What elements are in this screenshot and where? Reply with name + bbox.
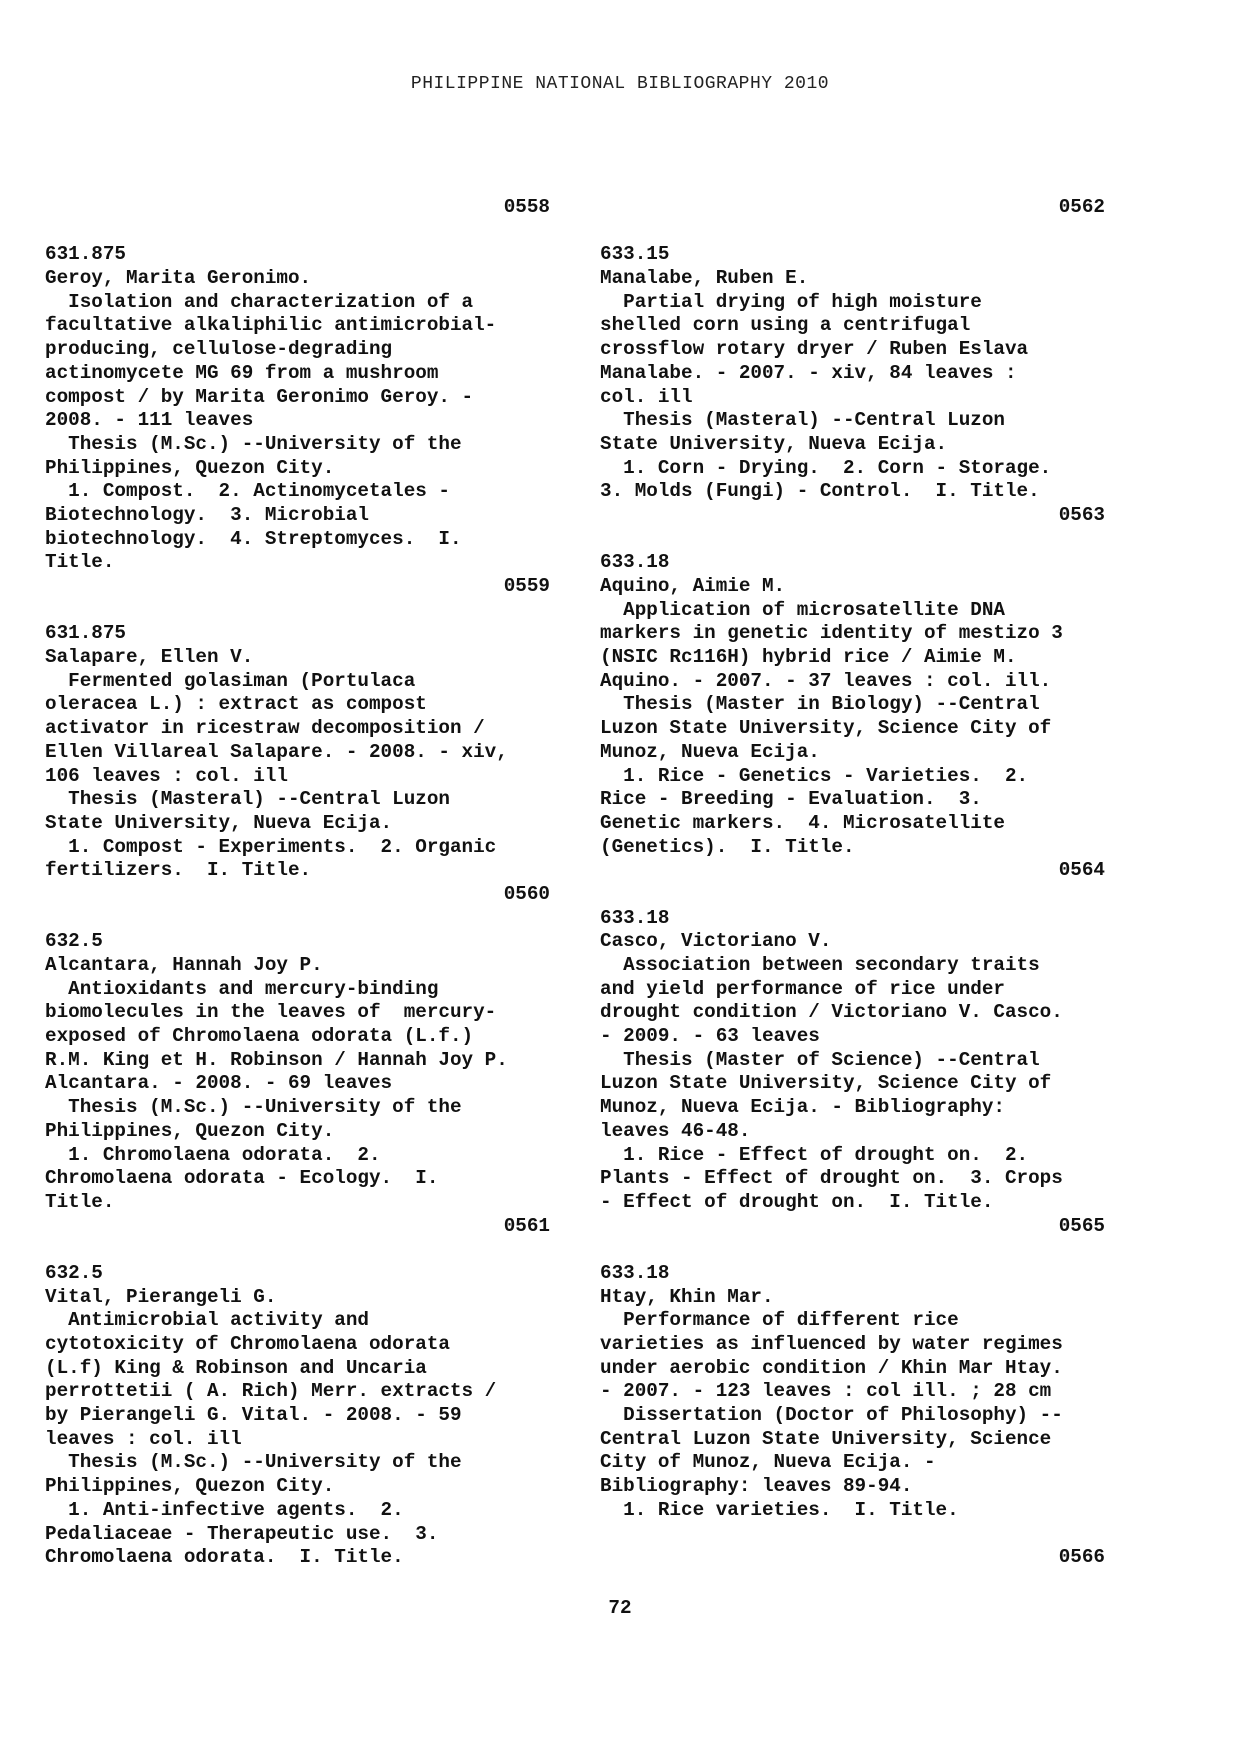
entry-line: Plants - Effect of drought on. 3. Crops [600,1167,1063,1190]
entry-line: State University, Nueva Ecija. [600,432,948,455]
entry-line: Dissertation (Doctor of Philosophy) -- [600,1404,1063,1427]
entry-line: Title. [45,1190,115,1213]
entry-line: biomolecules in the leaves of mercury- [45,1001,497,1024]
entry-line: Casco, Victoriano V. [600,930,832,953]
entry-line: fertilizers. I. Title. [45,859,312,882]
entry-line: Rice - Breeding - Evaluation. 3. [600,788,982,811]
entry-line: - Effect of drought on. I. Title. [600,1190,994,1213]
entry-line: 631.875 [45,243,126,266]
entry-line: Thesis (M.Sc.) --University of the [45,1451,462,1474]
entry-line: 633.18 [600,906,670,929]
entry-line: Philippines, Quezon City. [45,1475,335,1498]
entry-line: drought condition / Victoriano V. Casco. [600,1001,1063,1024]
entry-line: Thesis (M.Sc.) --University of the [45,1096,462,1119]
entry-line: Luzon State University, Science City of [600,717,1052,740]
page-number: 72 [608,1597,632,1619]
entry-line: Genetic markers. 4. Microsatellite [600,811,1005,834]
entry-line: shelled corn using a centrifugal [600,314,971,337]
entry-line: Biotechnology. 3. Microbial [45,503,369,526]
blank-line [600,1523,1105,1547]
entry-line: facultative alkaliphilic antimicrobial- [45,314,497,337]
entry-line: actinomycete MG 69 from a mushroom [45,361,439,384]
entry-number: 0565 [1058,1214,1105,1237]
entry-line: 632.5 [45,930,103,953]
entry-line: Ellen Villareal Salapare. - 2008. - xiv, [45,740,508,763]
entry-line: oleracea L.) : extract as compost [45,693,427,716]
entry-line: Manalabe, Ruben E. [600,267,809,290]
entry-line: Thesis (Masteral) --Central Luzon [45,788,450,811]
entry-line: - 2007. - 123 leaves : col ill. ; 28 cm [600,1380,1052,1403]
entry-line: Partial drying of high moisture [600,290,982,313]
entry-line: cytotoxicity of Chromolaena odorata [45,1333,450,1355]
entry-line: Alcantara. - 2008. - 69 leaves [45,1072,393,1095]
entry-line: 1. Compost. 2. Actinomycetales - [45,480,450,503]
page-header: PHILIPPINE NATIONAL BIBLIOGRAPHY 2010 [410,74,830,94]
entry-line: 3. Molds (Fungi) - Control. I. Title. [600,480,1040,503]
entry-line: 1. Compost - Experiments. 2. Organic [45,835,497,858]
entry-line: markers in genetic identity of mestizo 3 [600,622,1063,645]
entry-line: perrottetii ( A. Rich) Merr. extracts / [45,1380,497,1403]
entry-line: Isolation and characterization of a [45,290,474,313]
entry-line: 1. Anti-infective agents. 2. [45,1498,404,1521]
entry-line: Philippines, Quezon City. [45,1119,335,1142]
blank-line [45,907,550,931]
entry-line: Thesis (Master in Biology) --Central [600,693,1040,716]
entry-line: Munoz, Nueva Ecija. [600,740,820,763]
entry-line: 633.18 [600,1261,670,1284]
entry-line: 1. Rice - Effect of drought on. 2. [600,1143,1029,1166]
entry-line: col. ill [600,385,693,408]
blank-line [45,1238,550,1262]
entry-line: Thesis (Master of Science) --Central [600,1048,1040,1071]
entry-number: 0563 [1058,503,1105,526]
entry-line: activator in ricestraw decomposition / [45,717,485,740]
right-column [600,196,1105,1570]
entry-line: State University, Nueva Ecija. [45,811,393,834]
entry-line: biotechnology. 4. Streptomyces. I. [45,527,462,550]
entry-line: (L.f) King & Robinson and Uncaria [45,1356,427,1379]
entry-line: 633.15 [600,243,670,266]
blank-line [600,528,1105,552]
entry-line: Philippines, Quezon City. [45,456,335,479]
entry-line: Chromolaena odorata - Ecology. I. [45,1167,439,1190]
entry-line: R.M. King et H. Robinson / Hannah Joy P. [45,1048,508,1071]
entry-line: Central Luzon State University, Science [600,1427,1052,1450]
entry-line: 106 leaves : col. ill [45,764,288,787]
entry-line: crossflow rotary dryer / Ruben Eslava [600,338,1029,361]
entry-line: 633.18 [600,551,670,574]
entry-line: Geroy, Marita Geronimo. [45,267,312,290]
entry-line: Aquino. - 2007. - 37 leaves : col. ill. [600,669,1052,692]
entry-line: Thesis (M.Sc.) --University of the [45,432,462,455]
entry-line: and yield performance of rice under [600,977,1005,1000]
entry-line: Antimicrobial activity and [45,1309,369,1332]
entry-line: 1. Rice varieties. I. Title. [600,1498,959,1521]
entry-line: City of Munoz, Nueva Ecija. - [600,1451,936,1474]
entry-line: 1. Corn - Drying. 2. Corn - Storage. [600,456,1052,479]
entry-number: 0559 [503,575,550,597]
entry-line: Luzon State University, Science City of [600,1072,1052,1095]
entry-line: compost / by Marita Geronimo Geroy. - [45,385,474,408]
entry-line: Bibliography: leaves 89-94. [600,1475,913,1498]
entry-number: 0561 [503,1214,550,1237]
entry-line: leaves 46-48. [600,1119,751,1142]
entry-line: 631.875 [45,622,126,645]
blank-line [600,883,1105,907]
entry-line: Manalabe. - 2007. - xiv, 84 leaves : [600,361,1017,384]
entry-line: Aquino, Aimie M. [600,575,786,597]
entry-line: Munoz, Nueva Ecija. - Bibliography: [600,1096,1005,1119]
entry-number: 0564 [1058,859,1105,882]
entry-line: Pedaliaceae - Therapeutic use. 3. [45,1522,439,1545]
entry-line: Application of microsatellite DNA [600,598,1005,621]
entry-line: by Pierangeli G. Vital. - 2008. - 59 [45,1404,462,1427]
entry-line: leaves : col. ill [45,1427,242,1450]
blank-line [45,220,550,244]
entry-line: (NSIC Rc116H) hybrid rice / Aimie M. [600,646,1017,669]
entry-line: Title. [45,551,115,574]
entry-number: 0566 [1058,1546,1105,1569]
entry-line: 1. Rice - Genetics - Varieties. 2. [600,764,1029,787]
blank-line [45,599,550,623]
entry-line: producing, cellulose-degrading [45,338,393,361]
entry-number: 0558 [503,196,550,218]
entry-line: Htay, Khin Mar. [600,1285,774,1308]
entry-line: 2008. - 111 leaves [45,409,254,432]
entry-line: exposed of Chromolaena odorata (L.f.) [45,1025,474,1048]
entry-line: Performance of different rice [600,1309,959,1332]
entry-line: Chromolaena odorata. I. Title. [45,1546,404,1569]
entry-line: under aerobic condition / Khin Mar Htay. [600,1356,1063,1379]
left-column [45,196,550,1570]
entry-line: Salapare, Ellen V. [45,646,254,669]
blank-line [600,1238,1105,1262]
entry-line: - 2009. - 63 leaves [600,1025,820,1048]
entry-line: varieties as influenced by water regimes [600,1333,1063,1355]
entry-number: 0560 [503,882,550,905]
entry-number: 0562 [1058,196,1105,218]
entry-line: Vital, Pierangeli G. [45,1285,277,1308]
entry-line: Association between secondary traits [600,954,1040,976]
blank-line [600,220,1105,244]
entry-line: Thesis (Masteral) --Central Luzon [600,409,1005,432]
entry-line: Fermented golasiman (Portulaca [45,669,416,692]
entry-line: (Genetics). I. Title. [600,835,855,858]
entry-line: Alcantara, Hannah Joy P. [45,954,323,976]
entry-line: 1. Chromolaena odorata. 2. [45,1143,381,1166]
entry-line: 632.5 [45,1261,103,1284]
entry-line: Antioxidants and mercury-binding [45,977,439,1000]
